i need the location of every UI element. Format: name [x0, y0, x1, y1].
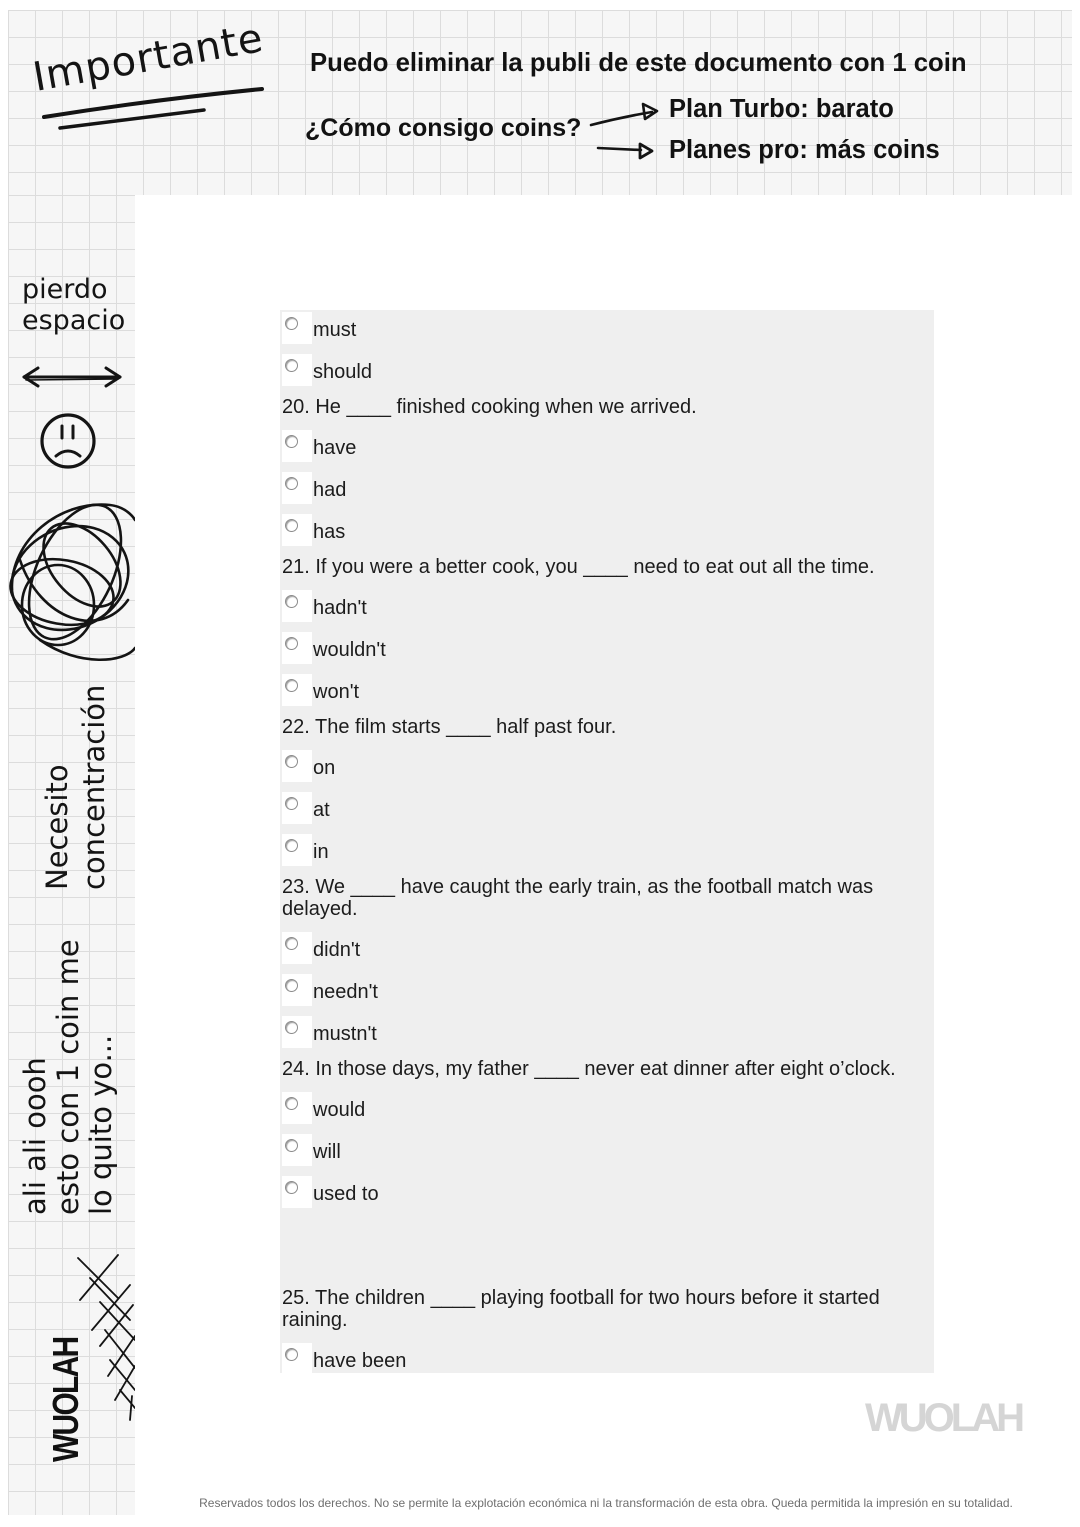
q21-option-b[interactable] — [280, 630, 934, 672]
quiz-panel — [280, 310, 934, 1373]
question-20-text: 20. He ____ finished cooking when we arrived. — [282, 396, 697, 418]
coins-question: ¿Cómo consigo coins? — [305, 114, 582, 142]
question-21-text: 21. If you were a better cook, you ____ need to eat out all the time. — [282, 556, 875, 578]
focus-note — [39, 675, 113, 890]
radio-circle-icon — [285, 679, 298, 692]
question-22-text: 22. The film starts ____ half past four. — [282, 716, 617, 738]
radio-button[interactable] — [282, 974, 312, 1006]
radio-circle-icon — [285, 519, 298, 532]
radio-circle-icon — [285, 1181, 298, 1194]
q21-option-c[interactable] — [280, 672, 934, 714]
option-label: have — [313, 437, 357, 459]
radio-button[interactable] — [282, 1092, 312, 1124]
double-arrow-icon — [24, 368, 120, 386]
wuolah-logo-text: WUOLAH — [45, 1337, 86, 1462]
important-heading: Importante — [29, 15, 267, 101]
lost-space-note — [22, 274, 125, 336]
page-break-gap — [280, 1216, 934, 1285]
note-line: pierdo — [22, 274, 108, 305]
q21-option-a[interactable] — [280, 588, 934, 630]
radio-circle-icon — [285, 1139, 298, 1152]
planes-pro-option: Planes pro: más coins — [669, 136, 940, 164]
q19-option-a[interactable] — [280, 310, 934, 352]
q19-option-b[interactable] — [280, 352, 934, 394]
arrow-right-icon — [591, 112, 652, 125]
option-label: should — [313, 361, 372, 383]
q22-option-c[interactable] — [280, 832, 934, 874]
q22-option-a[interactable] — [280, 748, 934, 790]
question-23-text: 23. We ____ have caught the early train, as the football match was delayed. — [282, 876, 874, 920]
option-label: must — [313, 319, 357, 341]
coins-headline: Puedo eliminar la publi de este documento con 1 coin — [310, 49, 967, 77]
radio-circle-icon — [285, 1348, 298, 1361]
radio-button[interactable] — [282, 590, 312, 622]
radio-circle-icon — [285, 595, 298, 608]
copyright-footer: Reservados todos los derechos. No se permite la explotación económica ni la transformación de esta obra. Queda permitida la impresión en su totalidad. — [199, 1496, 1013, 1510]
q20-option-c[interactable] — [280, 512, 934, 554]
option-label: would — [313, 1099, 366, 1121]
radio-button[interactable] — [282, 750, 312, 782]
q20-option-b[interactable] — [280, 470, 934, 512]
radio-circle-icon — [285, 359, 298, 372]
arrow-right-icon — [598, 148, 641, 150]
radio-circle-icon — [285, 477, 298, 490]
radio-button[interactable] — [282, 834, 312, 866]
radio-button[interactable] — [282, 1016, 312, 1048]
option-label: needn't — [313, 981, 378, 1003]
q22-option-b[interactable] — [280, 790, 934, 832]
q25-option-a[interactable] — [280, 1341, 934, 1373]
option-label: has — [313, 521, 346, 543]
radio-button[interactable] — [282, 1176, 312, 1208]
radio-button[interactable] — [282, 632, 312, 664]
scribble-icon — [0, 491, 135, 660]
radio-button[interactable] — [282, 514, 312, 546]
q23-option-c[interactable] — [280, 1014, 934, 1056]
radio-circle-icon — [285, 937, 298, 950]
radio-circle-icon — [285, 1021, 298, 1034]
crosshatch-icon — [78, 1255, 135, 1420]
radio-button[interactable] — [282, 430, 312, 462]
note-line: espacio — [22, 305, 126, 336]
option-label: at — [313, 799, 330, 821]
q20-option-a[interactable] — [280, 428, 934, 470]
wuolah-watermark: WUOLAH — [865, 1396, 1021, 1440]
q24-option-a[interactable] — [280, 1090, 934, 1132]
sad-face-icon — [42, 415, 94, 467]
radio-circle-icon — [285, 839, 298, 852]
option-label: have been — [313, 1350, 407, 1372]
radio-button[interactable] — [282, 792, 312, 824]
radio-button[interactable] — [282, 312, 312, 344]
option-label: will — [313, 1141, 341, 1163]
option-label: on — [313, 757, 336, 779]
coin-note — [19, 925, 118, 1215]
option-label: wouldn't — [313, 639, 386, 661]
question-25-text: 25. The children ____ playing football for two hours before it started raining. — [282, 1287, 880, 1331]
q24-option-b[interactable] — [280, 1132, 934, 1174]
question-24-text: 24. In those days, my father ____ never eat dinner after eight o’clock. — [282, 1058, 896, 1080]
option-label: used to — [313, 1183, 379, 1205]
note-line: Necesito — [40, 764, 74, 890]
option-label: had — [313, 479, 347, 501]
radio-button[interactable] — [282, 1134, 312, 1166]
radio-circle-icon — [285, 755, 298, 768]
radio-button[interactable] — [282, 1343, 312, 1373]
radio-circle-icon — [285, 979, 298, 992]
radio-button[interactable] — [282, 932, 312, 964]
wuolah-logo — [45, 1302, 86, 1462]
radio-button[interactable] — [282, 354, 312, 386]
radio-circle-icon — [285, 435, 298, 448]
radio-circle-icon — [285, 797, 298, 810]
option-label: won't — [313, 681, 360, 703]
radio-button[interactable] — [282, 674, 312, 706]
note-line: esto con 1 coin me — [51, 939, 85, 1215]
plan-turbo-option: Plan Turbo: barato — [669, 95, 894, 123]
radio-circle-icon — [285, 1097, 298, 1110]
note-line: lo quito yo... — [84, 1034, 118, 1215]
q23-option-b[interactable] — [280, 972, 934, 1014]
radio-circle-icon — [285, 637, 298, 650]
q24-option-c[interactable] — [280, 1174, 934, 1216]
q23-option-a[interactable] — [280, 930, 934, 972]
radio-circle-icon — [285, 317, 298, 330]
note-line: ali ali oooh — [18, 1057, 52, 1215]
option-label: hadn't — [313, 597, 367, 619]
note-line: concentración — [77, 684, 111, 890]
option-label: didn't — [313, 939, 361, 961]
radio-button[interactable] — [282, 472, 312, 504]
option-label: in — [313, 841, 329, 863]
option-label: mustn't — [313, 1023, 377, 1045]
